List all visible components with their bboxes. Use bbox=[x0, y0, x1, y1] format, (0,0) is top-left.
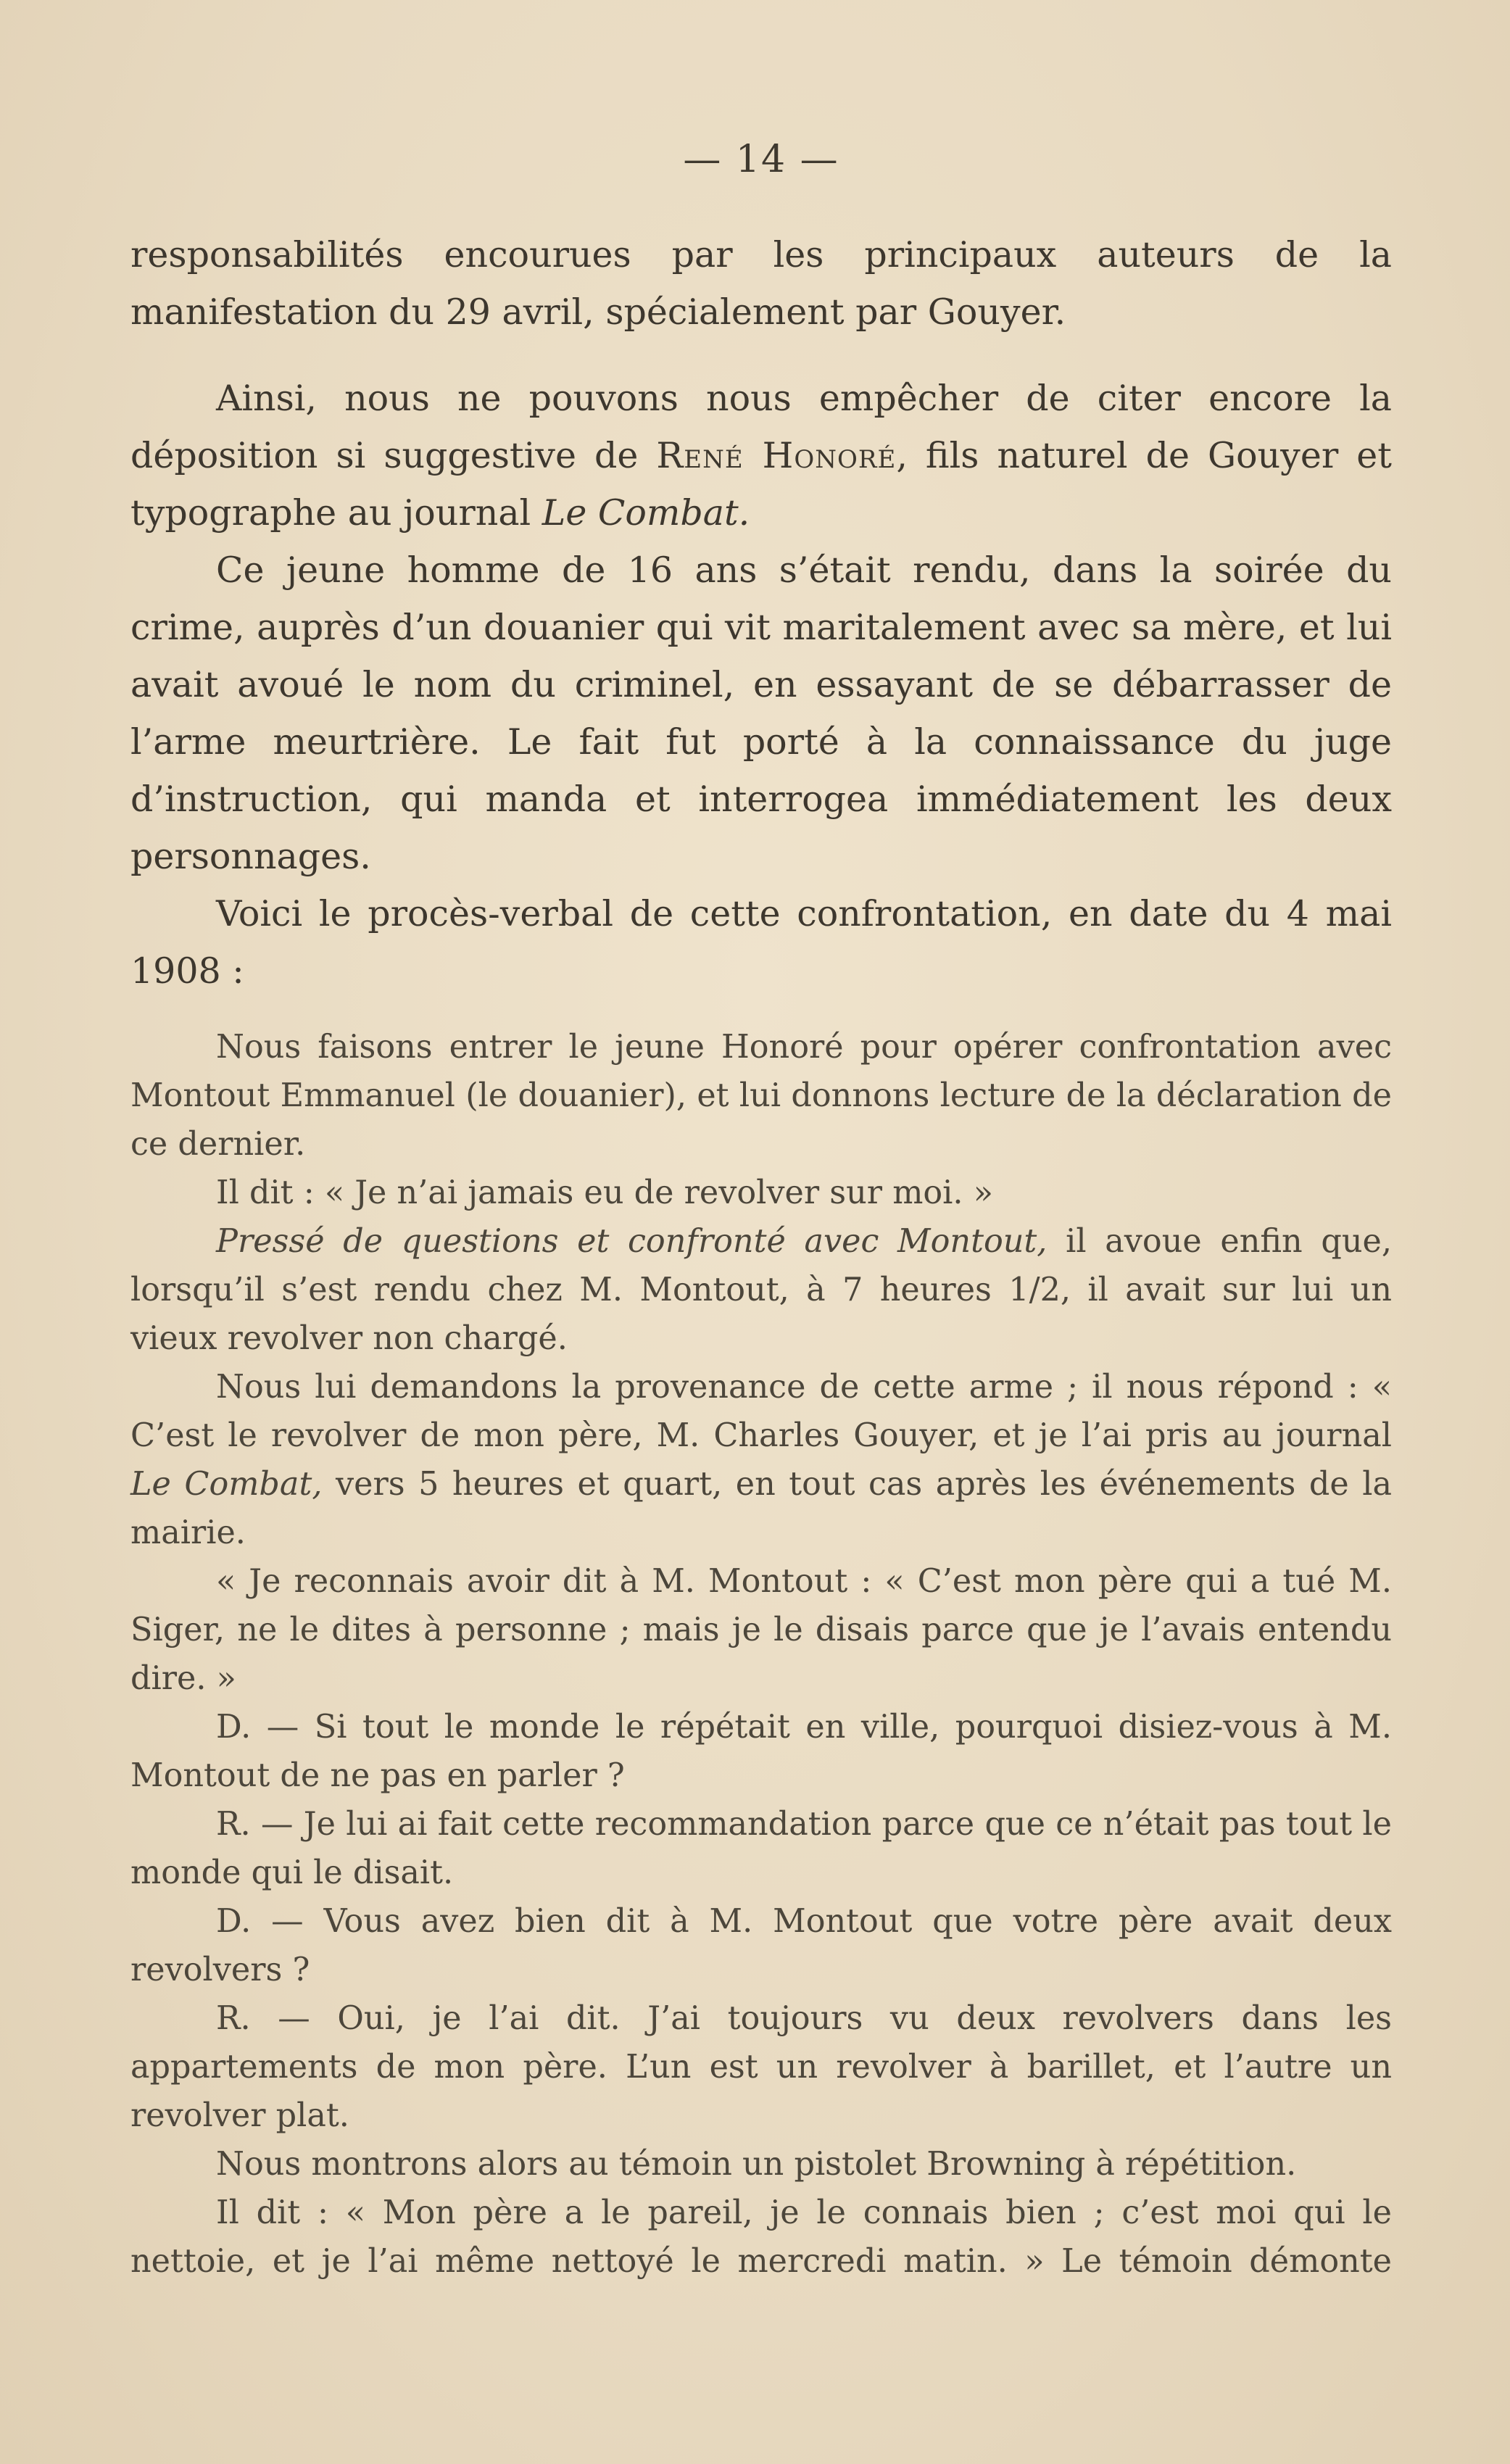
quote-answer: R. — Je lui ai fait cette recommandation parce que ce n’était pas tout le monde qui le disait. bbox=[130, 1806, 1392, 1891]
paragraph-deposition-intro bbox=[130, 370, 1392, 542]
text-run: vers 5 heures et quart, en tout cas après les événements de la mairie. bbox=[130, 1466, 1392, 1551]
italic-run: Pressé de questions et confronté avec Montout, bbox=[216, 1223, 1048, 1260]
quote-answer: R. — Oui, je l’ai dit. J’ai toujours vu deux revolvers dans les appartements de mon père. L’un est un revolver à barillet, et l’autre un revolver plat. bbox=[130, 2000, 1392, 2134]
text-run: , fils naturel de Gouyer et typographe au journal bbox=[130, 435, 1392, 534]
quote-paragraph: « Je reconnais avoir dit à M. Montout : « C’est mon père qui a tué M. Siger, ne le dites à personne ; mais je le disais parce que je l’avais entendu dire. » bbox=[130, 1563, 1392, 1697]
text-run: Nous lui demandons la provenance de cette arme ; il nous répond : « C’est le revolver de mon père, M. Charles Gouyer, et je l’ai pris au journal bbox=[130, 1369, 1392, 1454]
quote-paragraph: Nous faisons entrer le jeune Honoré pour opérer confrontation avec Montout Emmanuel (le douanier), et lui donnons lecture de la déclaration de ce dernier. bbox=[130, 1029, 1392, 1163]
quote-question: D. — Vous avez bien dit à M. Montout que votre père avait deux revolvers ? bbox=[130, 1903, 1392, 1988]
document-page bbox=[130, 138, 1392, 2286]
quote-paragraph bbox=[130, 1363, 1392, 1557]
quote-paragraph: Il dit : « Mon père a le pareil, je le connais bien ; c’est moi qui le nettoie, et je l’ai même nettoyé le mercredi matin. » Le témoin démonte bbox=[130, 2194, 1392, 2280]
quote-paragraph: Il dit : « Je n’ai jamais eu de revolver sur moi. » bbox=[216, 1174, 993, 1211]
journal-title: Le Combat. bbox=[542, 492, 750, 534]
paragraph-continuation: responsabilités encourues par les principaux auteurs de la manifestation du 29 avril, spécialement par Gouyer. bbox=[130, 234, 1392, 333]
paragraph-proces-verbal-intro: Voici le procès-verbal de cette confrontation, en date du 4 mai 1908 : bbox=[130, 893, 1392, 992]
quote-paragraph bbox=[130, 1217, 1392, 1363]
page-number: — 14 — bbox=[683, 138, 839, 181]
journal-title: Le Combat, bbox=[130, 1466, 323, 1503]
text-run: il avoue enfin que, lorsqu’il s’est rendu chez M. Montout, à 7 heures 1/2, il avait sur lui un vieux revolver non chargé. bbox=[130, 1223, 1393, 1357]
paragraph-young-man: Ce jeune homme de 16 ans s’était rendu, dans la soirée du crime, auprès d’un douanier qui vit maritalement avec sa mère, et lui avait avoué le nom du criminel, en essayant de se débarrasser de l’arme meurtrière. Le fait fut porté à la connaissance du juge d’instruction, qui manda et interrogea immédiatement les deux personnages. bbox=[130, 549, 1392, 877]
quote-paragraph: Nous montrons alors au témoin un pistolet Browning à répétition. bbox=[216, 2146, 1297, 2183]
proces-verbal-quote bbox=[130, 1023, 1392, 2286]
person-name: René Honoré bbox=[656, 435, 897, 476]
text-run: Ainsi, nous ne pouvons nous empêcher de citer encore la déposition si suggestive de bbox=[130, 378, 1392, 476]
quote-question: D. — Si tout le monde le répétait en ville, pourquoi disiez-vous à M. Montout de ne pas en parler ? bbox=[130, 1709, 1392, 1794]
